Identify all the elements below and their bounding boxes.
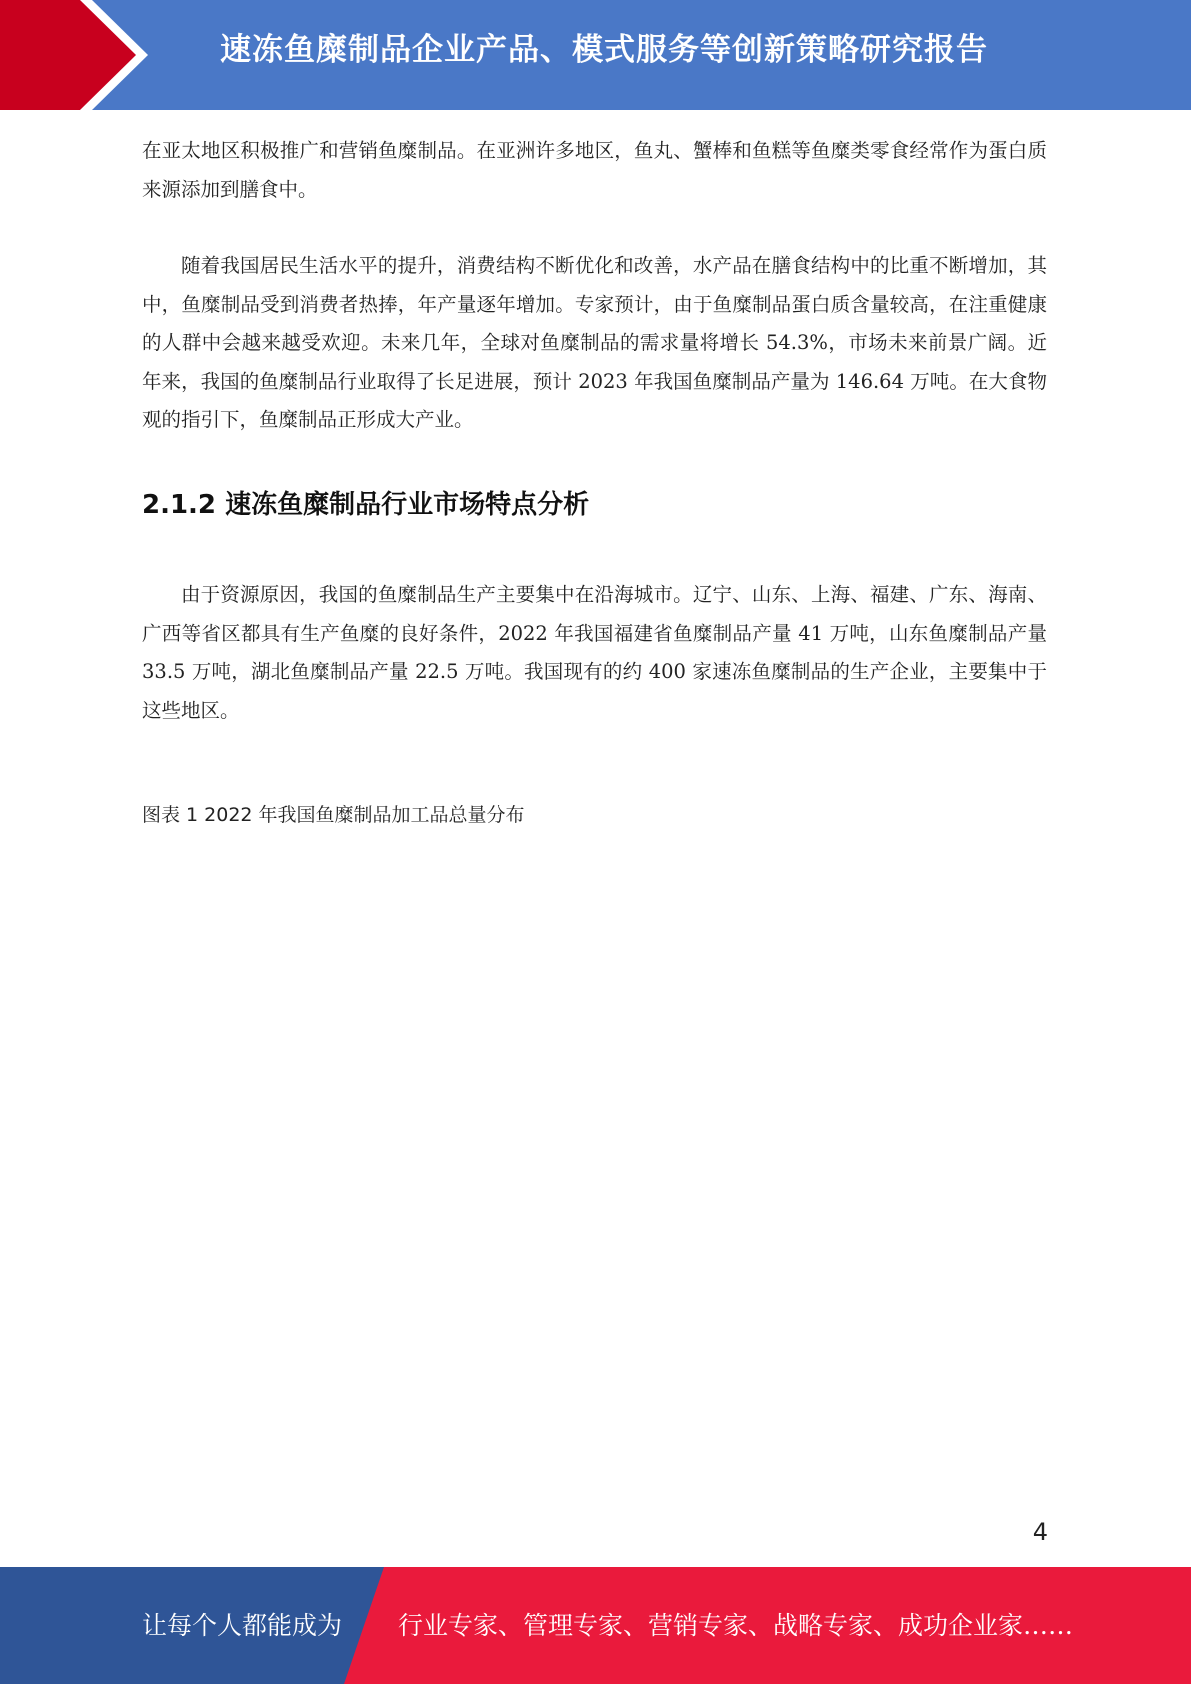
report-title: 速冻鱼糜制品企业产品、模式服务等创新策略研究报告 — [220, 32, 988, 68]
page-number: 4 — [1032, 1518, 1048, 1546]
body-paragraph-1: 在亚太地区积极推广和营销鱼糜制品。在亚洲许多地区，鱼丸、蟹棒和鱼糕等鱼糜类零食经常作为蛋白质来源添加到膳食中。 — [142, 139, 1047, 201]
body-paragraph-3: 由于资源原因，我国的鱼糜制品生产主要集中在沿海城市。辽宁、山东、上海、福建、广东、海南、广西等省区都具有生产鱼糜的良好条件，2022 年我国福建省鱼糜制品产量 41 万吨，山东鱼糜制品产量 33.5 万吨，湖北鱼糜制品产量 22.5 万吨。我国现有的约 400 家速冻鱼糜制品的生产企业，主要集中于这些地区。 — [142, 583, 1047, 722]
section-heading: 2.1.2 速冻鱼糜制品行业市场特点分析 — [142, 490, 590, 520]
figure-caption: 图表 1 2022 年我国鱼糜制品加工品总量分布 — [142, 804, 525, 826]
body-paragraph-2: 随着我国居民生活水平的提升，消费结构不断优化和改善，水产品在膳食结构中的比重不断增加，其中，鱼糜制品受到消费者热捧，年产量逐年增加。专家预计，由于鱼糜制品蛋白质含量较高，在注重健康的人群中会越来越受欢迎。未来几年，全球对鱼糜制品的需求量将增长 54.3%，市场未来前景广阔。近年来，我国的鱼糜制品行业取得了长足进展，预计 2023 年我国鱼糜制品产量为 146.64 万吨。在大食物观的指引下，鱼糜制品正形成大产业。 — [142, 254, 1047, 431]
footer-slogan-left: 让每个人都能成为 — [142, 1611, 343, 1640]
header-arrow-decoration — [0, 0, 200, 110]
footer-slogan-right: 行业专家、管理专家、营销专家、战略专家、成功企业家…… — [398, 1611, 1074, 1640]
page-header — [0, 0, 1191, 110]
page-footer — [0, 1567, 1191, 1684]
